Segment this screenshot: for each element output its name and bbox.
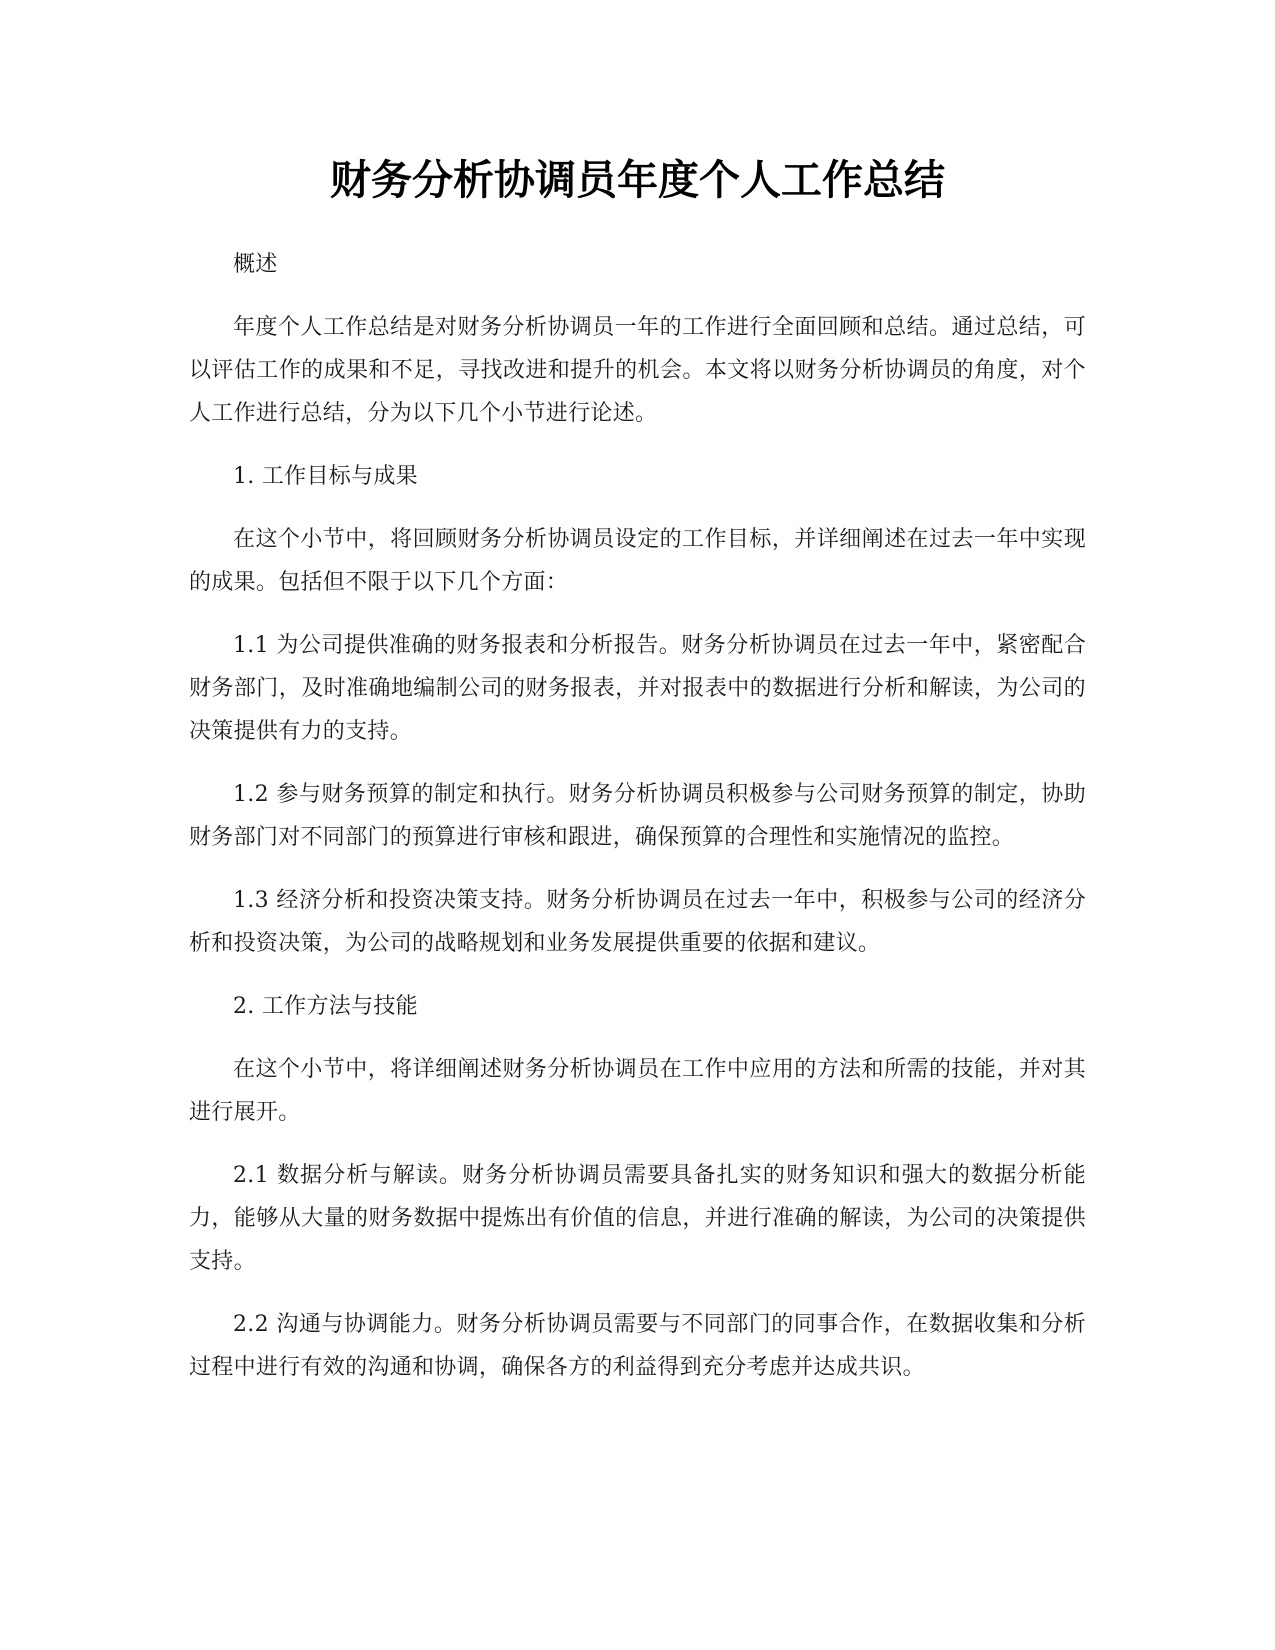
page-title: 财务分析协调员年度个人工作总结 <box>330 156 945 204</box>
section-heading-1: 1. 工作目标与成果 <box>233 464 418 489</box>
paragraph-2-2: 2.2 沟通与协调能力。财务分析协调员需要与不同部门的同事合作，在数据收集和分析过程中进行有效的沟通和协调，确保各方的利益得到充分考虑并达成共识。 <box>189 1312 1086 1380</box>
paragraph-2-1: 2.1 数据分析与解读。财务分析协调员需要具备扎实的财务知识和强大的数据分析能力，能够从大量的财务数据中提炼出有价值的信息，并进行准确的解读，为公司的决策提供支持。 <box>189 1163 1086 1274</box>
section-heading-2: 2. 工作方法与技能 <box>233 994 418 1019</box>
section-heading-overview: 概述 <box>233 252 278 277</box>
document-body <box>189 243 1086 1409</box>
paragraph-1-1: 1.1 为公司提供准确的财务报表和分析报告。财务分析协调员在过去一年中，紧密配合财务部门，及时准确地编制公司的财务报表，并对报表中的数据进行分析和解读，为公司的决策提供有力的支持。 <box>189 633 1086 744</box>
paragraph-intro: 年度个人工作总结是对财务分析协调员一年的工作进行全面回顾和总结。通过总结，可以评估工作的成果和不足，寻找改进和提升的机会。本文将以财务分析协调员的角度，对个人工作进行总结，分为以下几个小节进行论述。 <box>189 315 1086 426</box>
paragraph-1-2: 1.2 参与财务预算的制定和执行。财务分析协调员积极参与公司财务预算的制定，协助财务部门对不同部门的预算进行审核和跟进，确保预算的合理性和实施情况的监控。 <box>189 782 1086 850</box>
paragraph-1-intro: 在这个小节中，将回顾财务分析协调员设定的工作目标，并详细阐述在过去一年中实现的成果。包括但不限于以下几个方面： <box>189 527 1086 595</box>
paragraph-1-3: 1.3 经济分析和投资决策支持。财务分析协调员在过去一年中，积极参与公司的经济分析和投资决策，为公司的战略规划和业务发展提供重要的依据和建议。 <box>189 888 1086 956</box>
paragraph-2-intro: 在这个小节中，将详细阐述财务分析协调员在工作中应用的方法和所需的技能，并对其进行展开。 <box>189 1057 1086 1125</box>
